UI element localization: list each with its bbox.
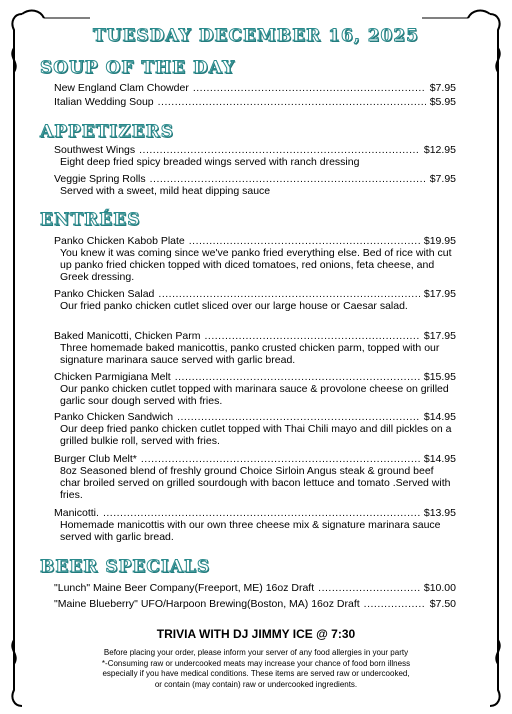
item-price: $7.95 bbox=[429, 173, 456, 185]
item-price: $12.95 bbox=[423, 144, 456, 156]
item-name: Burger Club Melt* bbox=[54, 453, 137, 465]
menu-item bbox=[54, 288, 456, 312]
allergy-notice bbox=[40, 648, 472, 690]
item-price: $15.95 bbox=[423, 371, 456, 383]
item-price: $13.95 bbox=[423, 507, 456, 519]
item-description: 8oz Seasoned blend of freshly ground Choice Sirloin Angus steak & ground beef char broiled served on grilled sourdough with bacon lettuce and tomato .Served with fries. bbox=[60, 465, 451, 501]
menu-item bbox=[54, 582, 456, 594]
item-description: Our panko chicken cutlet topped with marinara sauce & provolone cheese on grilled garlic sour dough served with fries. bbox=[60, 383, 449, 407]
item-price: $14.95 bbox=[423, 411, 456, 423]
menu-item bbox=[54, 173, 456, 197]
item-price: $17.95 bbox=[423, 330, 456, 342]
item-name: "Lunch" Maine Beer Company(Freeport, ME) 16oz Draft bbox=[54, 582, 315, 594]
notice-line: or contain (may contain) raw or undercooked ingredients. bbox=[154, 679, 358, 689]
item-price: $19.95 bbox=[423, 235, 456, 247]
notice-line: *-Consuming raw or undercooked meats may increase your chance of food born illness bbox=[101, 658, 411, 668]
menu-item bbox=[54, 411, 456, 447]
menu-item bbox=[54, 507, 456, 543]
notice-line: especially if you have medical conditions. These items are served raw or undercooked, bbox=[102, 669, 410, 678]
item-price: $17.95 bbox=[423, 288, 456, 300]
item-description: Homemade manicottis with our own three cheese mix & signature marinara sauce served with garlic bread. bbox=[60, 519, 441, 543]
item-description: Three homemade baked manicottis, panko crusted chicken parm, topped with our signature marinara sauce served with garlic bread. bbox=[60, 342, 440, 366]
menu-item bbox=[54, 82, 456, 94]
menu-item bbox=[54, 330, 456, 366]
notice-line: Before placing your order, please inform your server of any food allergies in your party bbox=[103, 648, 409, 657]
item-description: Our fried panko chicken cutlet sliced over our large house or Caesar salad. bbox=[60, 300, 408, 312]
menu-item bbox=[54, 96, 456, 108]
item-name: Chicken Parmigiana Melt bbox=[54, 371, 171, 383]
item-description: Eight deep fried spicy breaded wings served with ranch dressing bbox=[60, 156, 360, 168]
trivia-announcement: TRIVIA WITH DJ JIMMY ICE @ 7:30 bbox=[156, 627, 356, 641]
item-description: Our deep fried panko chicken cutlet topped with Thai Chili mayo and dill pickles on a grilled bulkie roll, served with fries. bbox=[60, 423, 452, 447]
item-price: $10.00 bbox=[423, 582, 456, 594]
item-name: Panko Chicken Salad bbox=[54, 288, 155, 300]
item-name: Italian Wedding Soup bbox=[54, 96, 154, 108]
menu-item bbox=[54, 371, 456, 407]
item-description: You knew it was coming since we've panko fried everything else. Bed of rice with cut up panko fried chicken topped with diced tomatoes, red onions, feta cheese, and Greek dressing. bbox=[60, 247, 452, 283]
section-title-appetizers: APPETIZERS bbox=[40, 122, 175, 142]
item-name: "Maine Blueberry" UFO/Harpoon Brewing(Boston, MA) 16oz Draft bbox=[54, 598, 360, 610]
item-price: $7.50 bbox=[429, 598, 456, 610]
item-price: $7.95 bbox=[429, 82, 456, 94]
item-price: $5.95 bbox=[429, 96, 456, 108]
item-name: Veggie Spring Rolls bbox=[54, 173, 146, 185]
menu-item bbox=[54, 453, 456, 501]
item-name: Baked Manicotti, Chicken Parm bbox=[54, 330, 201, 342]
section-title-entrees: ENTRÉES bbox=[40, 210, 141, 230]
menu-item bbox=[54, 144, 456, 168]
item-price: $14.95 bbox=[423, 453, 456, 465]
item-description: Served with a sweet, mild heat dipping sauce bbox=[60, 185, 271, 197]
menu-item bbox=[54, 598, 456, 610]
item-name: New England Clam Chowder bbox=[54, 82, 189, 94]
item-name: Panko Chicken Kabob Plate bbox=[54, 235, 185, 247]
section-title-beer: BEER SPECIALS bbox=[40, 557, 211, 577]
item-name: Panko Chicken Sandwich bbox=[54, 411, 174, 423]
menu-item bbox=[54, 235, 456, 283]
item-name: Manicotti. bbox=[54, 507, 99, 519]
section-title-soup: SOUP OF THE DAY bbox=[40, 58, 236, 78]
date-title: TUESDAY DECEMBER 16, 2025 bbox=[92, 26, 420, 46]
item-name: Southwest Wings bbox=[54, 144, 136, 156]
